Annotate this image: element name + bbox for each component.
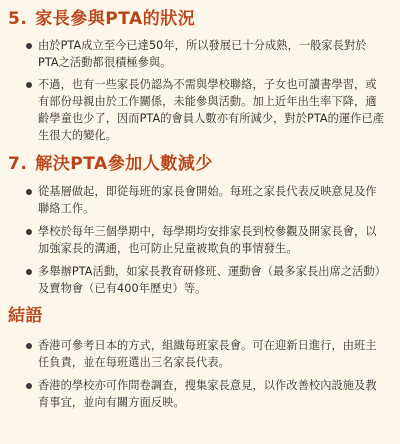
section-heading	[8, 153, 386, 175]
section-conclusion	[8, 305, 386, 411]
bullet-list	[8, 183, 386, 297]
list-item-text: 由於PTA成立至今已達50年，所以發展已十分成熟，一般家長對於PTA之活動都很積極參與。	[38, 39, 367, 69]
bullet-dot-icon	[26, 269, 32, 275]
list-item	[8, 377, 386, 411]
list-item	[8, 76, 386, 144]
bullet-dot-icon	[26, 82, 32, 88]
section-heading	[8, 305, 386, 327]
section-title: 結語	[8, 306, 43, 326]
list-item-text: 多舉辦PTA活動，如家長教育研修班、運動會（最多家長出席之活動）及賣物會（已有400年歷史）等。	[38, 265, 387, 295]
list-item-text: 不過，也有一些家長仍認為不需與學校聯絡，子女也可讀書學習，或有部份母親由於工作關係，未能參與活動。加上近年出生率下降，適齡學童也少了，因而PTA的會員人數亦有所減少，對於PTA的運作已產生很大的變化。	[38, 78, 385, 142]
list-item	[8, 337, 386, 371]
section-heading	[8, 8, 386, 30]
bullet-dot-icon	[26, 229, 32, 235]
bullet-dot-icon	[26, 343, 32, 349]
list-item-text: 香港可參考日本的方式，組織每班家長會。可在迎新日進行，由班主任負責，並在每班選出三名家長代表。	[38, 339, 377, 369]
section-pta-participation	[8, 8, 386, 144]
section-number: 5.	[8, 9, 28, 29]
bullet-list	[8, 37, 386, 144]
bullet-dot-icon	[26, 189, 32, 195]
section-number: 7.	[8, 154, 28, 174]
section-solve-pta-decline	[8, 153, 386, 297]
list-item	[8, 223, 386, 257]
list-item	[8, 183, 386, 217]
list-item-text: 從基層做起，即從每班的家長會開始。每班之家長代表反映意見及作聯絡工作。	[38, 185, 377, 215]
section-title: 家長參與PTA的狀況	[35, 9, 196, 29]
section-title: 解決PTA參加人數減少	[35, 154, 213, 174]
list-item	[8, 263, 386, 297]
bullet-dot-icon	[26, 383, 32, 389]
bullet-list	[8, 337, 386, 411]
list-item	[8, 37, 386, 71]
list-item-text: 學校於每年三個學期中，每學期均安排家長到校參觀及開家長會，以加強家長的溝通，也可防止兒童被欺負的事情發生。	[38, 225, 377, 255]
bullet-dot-icon	[26, 43, 32, 49]
list-item-text: 香港的學校亦可作問卷調查，搜集家長意見，以作改善校內設施及教育事宜，並向有關方面反映。	[38, 379, 377, 409]
